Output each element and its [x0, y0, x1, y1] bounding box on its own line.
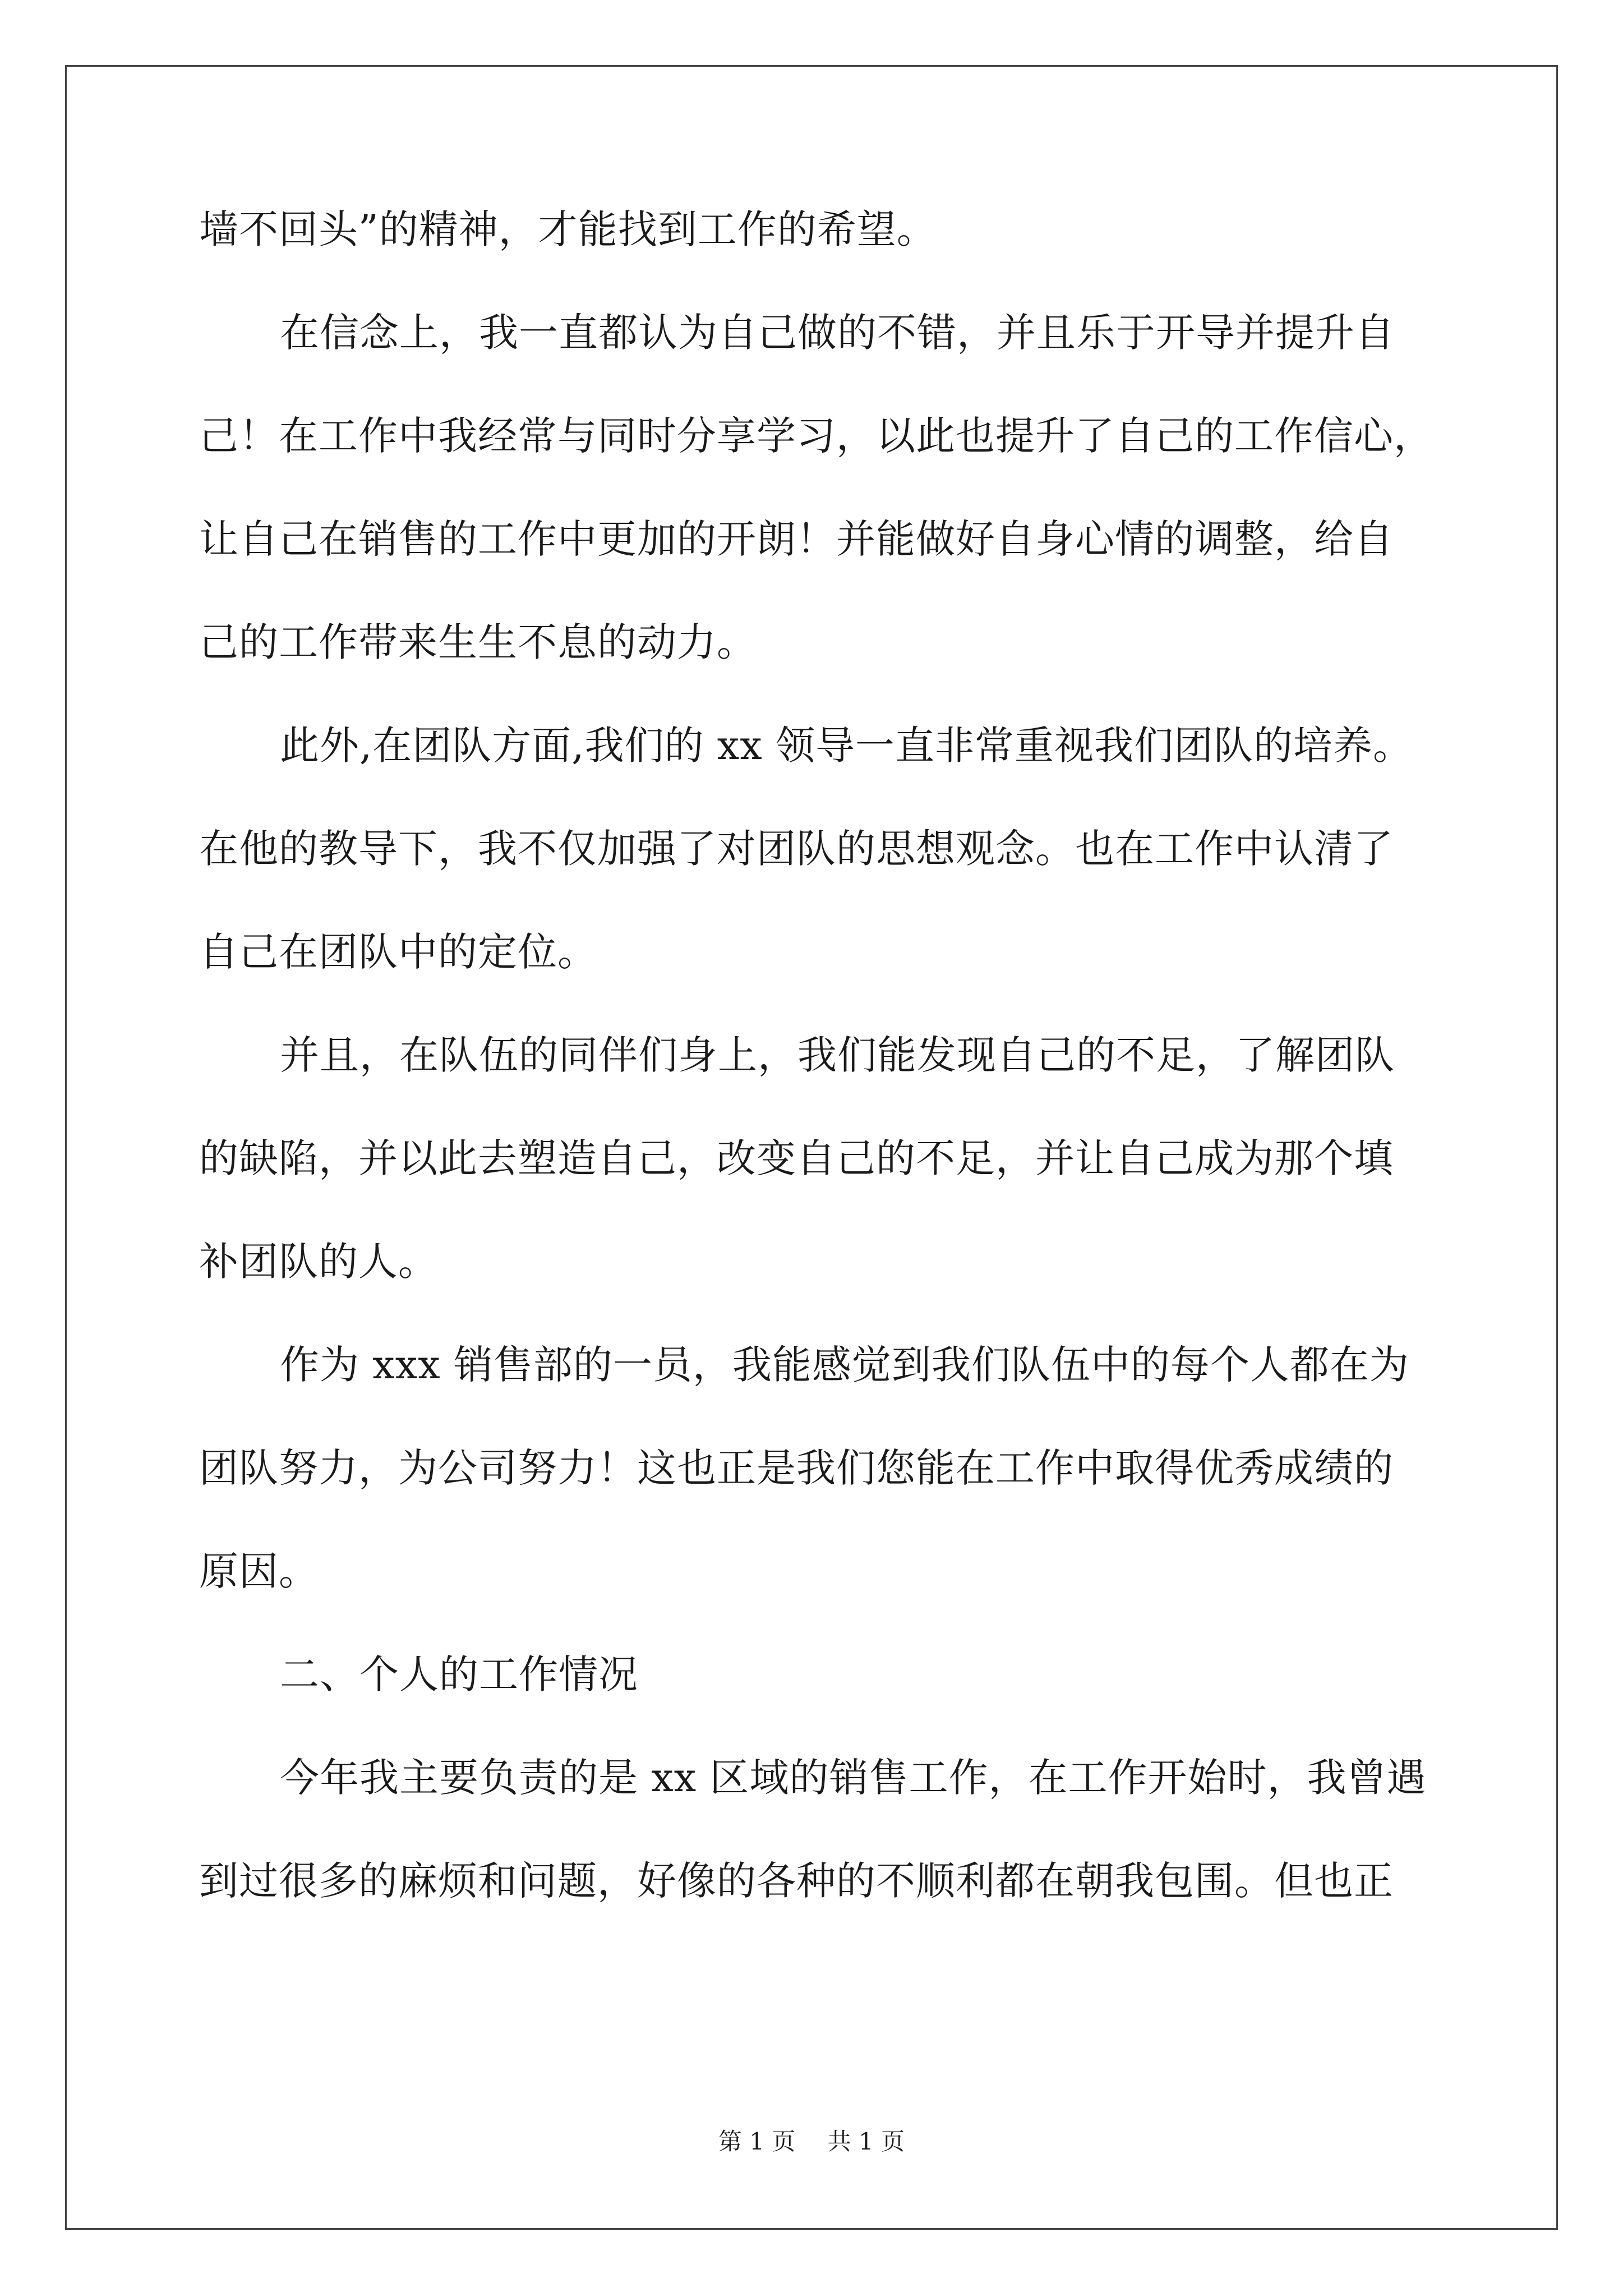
text-line: 己的工作带来生生不息的动力。: [199, 619, 757, 665]
text-line: 让自己在销售的工作中更加的开朗！并能做好自身心情的调整，给自: [199, 516, 1394, 562]
text-line: 在信念上，我一直都认为自己做的不错，并且乐于开导并提升自: [280, 310, 1395, 356]
text-line: 补团队的人。: [199, 1239, 438, 1285]
text-line: 己！在工作中我经常与同时分享学习，以此也提升了自己的工作信心，: [199, 413, 1433, 459]
text-line: 墙不回头”的精神，才能找到工作的希望。: [199, 206, 937, 252]
page-number: 第 1 页: [718, 2128, 796, 2155]
text-line: 作为 xxx 销售部的一员，我能感觉到我们队伍中的每个人都在为: [280, 1342, 1409, 1388]
page-total: 共 1 页: [827, 2128, 905, 2155]
text-line: 的缺陷，并以此去塑造自己，改变自己的不足，并让自己成为那个填: [199, 1135, 1394, 1181]
text-line: 此外,在团队方面,我们的 xx 领导一直非常重视我们团队的培养。: [280, 723, 1413, 769]
section-heading: 二、个人的工作情况: [280, 1651, 638, 1697]
text-line: 原因。: [199, 1548, 319, 1594]
text-line: 自己在团队中的定位。: [199, 929, 597, 975]
text-line: 今年我主要负责的是 xx 区域的销售工作，在工作开始时，我曾遇: [280, 1755, 1427, 1801]
page-footer: [0, 2126, 1623, 2157]
text-line: 并且，在队伍的同伴们身上，我们能发现自己的不足，了解团队: [280, 1032, 1395, 1078]
text-line: 团队努力，为公司努力！这也正是我们您能在工作中取得优秀成绩的: [199, 1445, 1394, 1491]
text-line: 在他的教导下，我不仅加强了对团队的思想观念。也在工作中认清了: [199, 826, 1394, 872]
text-line: 到过很多的麻烦和问题，好像的各种的不顺利都在朝我包围。但也正: [199, 1858, 1394, 1904]
